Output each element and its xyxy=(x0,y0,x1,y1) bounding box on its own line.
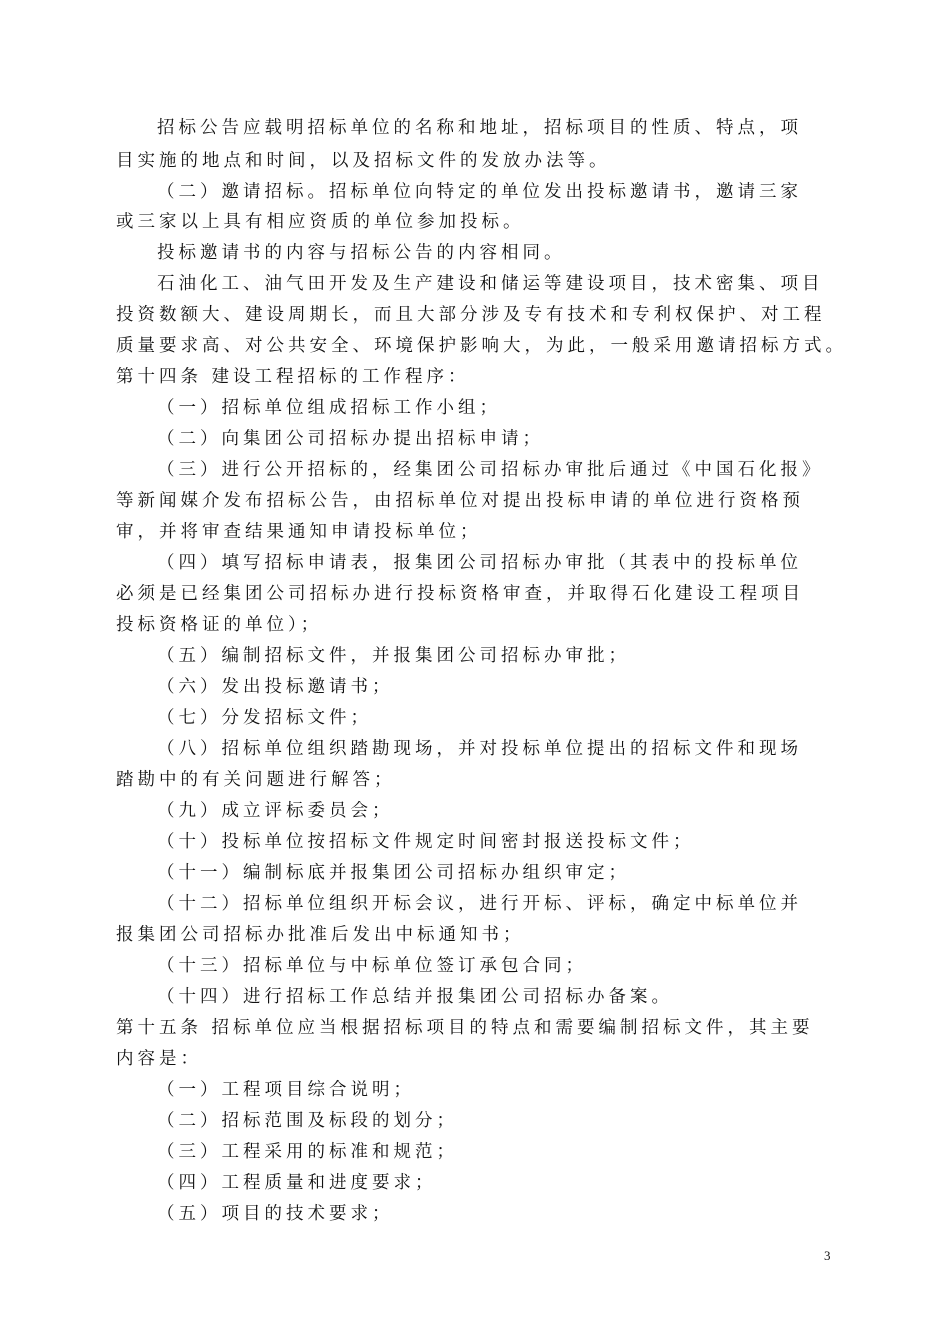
text-line: 招标公告应载明招标单位的名称和地址，招标项目的性质、特点，项 xyxy=(157,118,802,138)
list-item: （一）招标单位组成招标工作小组； xyxy=(157,398,501,418)
text-line: 等新闻媒介发布招标公告，由招标单位对提出投标申请的单位进行资格预 xyxy=(116,491,804,511)
list-item: （四）填写招标申请表，报集团公司招标办审批（其表中的投标单位 xyxy=(157,553,802,573)
list-item: （十四）进行招标工作总结并报集团公司招标办备案。 xyxy=(157,987,673,1007)
text-line: 审，并将审查结果通知申请投标单位； xyxy=(116,522,482,542)
list-item: （二）向集团公司招标办提出招标申请； xyxy=(157,429,544,449)
list-item: （八）招标单位组织踏勘现场，并对投标单位提出的招标文件和现场 xyxy=(157,739,802,759)
list-item: （七）分发招标文件； xyxy=(157,708,372,728)
list-item: （三）进行公开招标的，经集团公司招标办审批后通过《中国石化报》 xyxy=(157,460,824,480)
text-line: 质量要求高、对公共安全、环境保护影响大，为此，一般采用邀请招标方式。 xyxy=(116,336,847,356)
list-item: （十三）招标单位与中标单位签订承包合同； xyxy=(157,956,587,976)
list-item: （五）项目的技术要求； xyxy=(157,1204,394,1224)
section-heading-14: 第十四条 建设工程招标的工作程序： xyxy=(116,367,470,387)
text-line: 踏勘中的有关问题进行解答； xyxy=(116,770,396,790)
text-line: 投标资格证的单位）； xyxy=(116,615,323,635)
list-item: （二）招标范围及标段的划分； xyxy=(157,1111,458,1131)
text-line: （二）邀请招标。招标单位向特定的单位发出投标邀请书，邀请三家 xyxy=(157,182,802,202)
text-line: 目实施的地点和时间，以及招标文件的发放办法等。 xyxy=(116,151,611,171)
list-item: （四）工程质量和进度要求； xyxy=(157,1173,437,1193)
section-heading-15: 第十五条 招标单位应当根据招标项目的特点和需要编制招标文件，其主要 xyxy=(116,1018,814,1038)
list-item: （一）工程项目综合说明； xyxy=(157,1080,415,1100)
text-line: 必须是已经集团公司招标办进行投标资格审查，并取得石化建设工程项目 xyxy=(116,584,804,604)
page-number: 3 xyxy=(824,1248,831,1263)
list-item: （五）编制招标文件，并报集团公司招标办审批； xyxy=(157,646,630,666)
list-item: （十二）招标单位组织开标会议，进行开标、评标，确定中标单位并 xyxy=(157,894,802,914)
text-line: 内容是： xyxy=(116,1049,202,1069)
text-line: 报集团公司招标办批准后发出中标通知书； xyxy=(116,925,525,945)
text-line: 或三家以上具有相应资质的单位参加投标。 xyxy=(116,212,525,232)
list-item: （九）成立评标委员会； xyxy=(157,801,394,821)
list-item: （三）工程采用的标准和规范； xyxy=(157,1142,458,1162)
text-line: 石油化工、油气田开发及生产建设和储运等建设项目，技术密集、项目 xyxy=(157,274,824,294)
list-item: （十）投标单位按招标文件规定时间密封报送投标文件； xyxy=(157,832,695,852)
list-item: （十一）编制标底并报集团公司招标办组织审定； xyxy=(157,863,630,883)
text-line: 投标邀请书的内容与招标公告的内容相同。 xyxy=(157,243,566,263)
list-item: （六）发出投标邀请书； xyxy=(157,677,394,697)
text-line: 投资数额大、建设周期长，而且大部分涉及专有技术和专利权保护、对工程 xyxy=(116,305,826,325)
